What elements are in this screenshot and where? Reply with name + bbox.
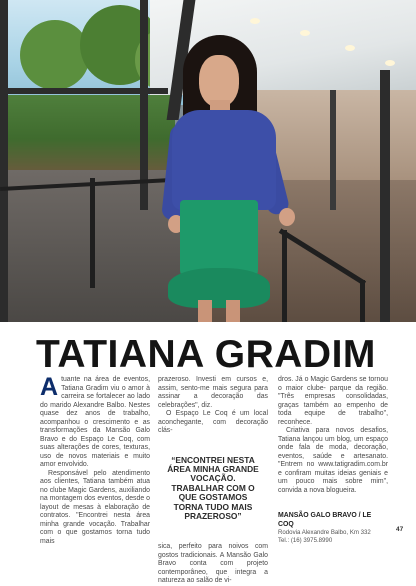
article-column-3: [278, 376, 388, 544]
page-number: 47: [396, 526, 404, 533]
column: [380, 70, 390, 322]
handrail: [90, 178, 95, 288]
paragraph: dros. Já o Magic Gardens se tornou o maior clube- parque da região. "Três empresas consolidadas, graças também ao empenho de toda equipe de trabalho", reconhece.: [278, 376, 388, 426]
woman-hand: [279, 208, 295, 226]
paragraph: Responsável pelo atendimento aos clientes, Tatiana também atua no clube Magic Gardens, auxiliando na montagem dos eventos, desde o layout de mesas à elaboração de contratos. "Encontrei nesta área minha grande vocação. Trabalhar com o que gostamos torna tudo mais: [40, 469, 150, 545]
venue-address: Rodovia Alexandre Balbo, Km 332: [278, 529, 371, 536]
palm-tree: [20, 20, 90, 90]
drop-cap: A: [40, 373, 59, 401]
window-frame: [0, 0, 8, 322]
woman-blouse: [172, 110, 276, 210]
paragraph: prazeroso. Investi em cursos e, assim, sento-me mais segura para assinar a decoração das celebrações", diz.: [158, 376, 268, 409]
woman-skirt-ruffle: [168, 268, 270, 308]
woman-leg: [198, 300, 212, 322]
article-headline: TATIANA GRADIM: [36, 333, 376, 376]
article-column-2: [158, 376, 268, 586]
woman-leg: [226, 300, 240, 322]
ceiling-light: [385, 60, 395, 66]
paragraph: [40, 373, 150, 470]
article-column-1: [40, 373, 150, 546]
pull-quote: “ENCONTREI NESTA ÁREA MINHA GRANDE VOCAÇÃO. TRABALHAR COM O QUE GOSTAMOS TORNA TUDO MAIS PRAZEROSO”: [167, 454, 259, 521]
venue-title: MANSÃO GALO BRAVO / LE COQ: [278, 512, 372, 528]
paragraph: O Espaço Le Coq é um local aconchegante, com decoração clás-: [158, 410, 268, 434]
handrail: [282, 230, 287, 322]
venue-phone: Tel.: (16) 3975.8990: [278, 536, 333, 544]
paragraph: Criativa para novos desafios, Tatiana lançou um blog, um espaço onde fala de moda, decoração, eventos, saúde e artesanato. "Entrem no www.tatigradim.com.br e confiram muitas ideias geniais e um pouco mais sobre mim", convida a nova blogueira.: [278, 427, 388, 494]
ceiling-light: [250, 18, 260, 24]
garden: [0, 95, 175, 175]
handrail: [360, 280, 365, 322]
column: [330, 90, 336, 210]
ceiling-light: [345, 45, 355, 51]
paragraph: sica, perfeito para noivos com gostos tradicionais. A Mansão Galo Bravo conta com projeto contemporâneo, que integra a natureza ao salão de vi-: [158, 543, 268, 585]
ceiling-light: [300, 30, 310, 36]
paragraph-text: tuante na área de eventos, Tatiana Gradim viu o amor à carreira se fortalecer ao lado do marido Alexandre Balbo. Nestes quase dez anos de trabalho, acompanhou o crescimento e as transformações da Mansão Galo Bravo e do Espaço Le Coq, com suas alterações de cores, texturas, uso de novos materiais e muito amor envolvido.: [40, 376, 150, 468]
